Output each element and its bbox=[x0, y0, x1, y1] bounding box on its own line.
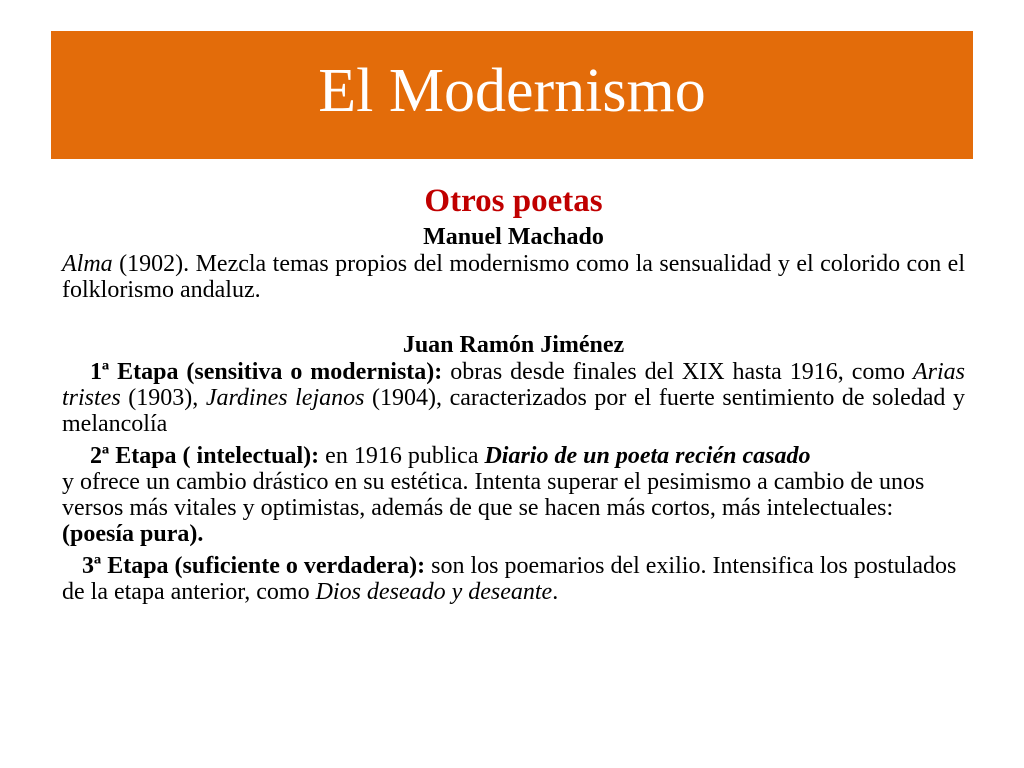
stage-3-paragraph bbox=[62, 553, 965, 605]
stage-1-label: 1ª Etapa (sensitiva o modernista): bbox=[90, 359, 443, 385]
stage-1-text-b: (1903), bbox=[120, 385, 206, 411]
stage-3-text-b: . bbox=[552, 579, 559, 605]
work-title-alma: Alma bbox=[62, 251, 113, 277]
stage-2-label: 2ª Etapa ( intelectual): bbox=[90, 443, 320, 469]
slide-subtitle: Otros poetas bbox=[424, 183, 603, 219]
slide-title: El Modernismo bbox=[318, 57, 706, 125]
poet-name-jimenez: Juan Ramón Jiménez bbox=[402, 332, 625, 358]
stage-2-paragraph bbox=[62, 443, 965, 547]
stage-3-label: 3ª Etapa (suficiente o verdadera): bbox=[82, 553, 426, 579]
work-title-jardines-lejanos: Jardines lejanos bbox=[205, 385, 365, 411]
stage-2-emphasis: (poesía pura). bbox=[62, 521, 204, 547]
slide-content bbox=[62, 179, 965, 605]
stage-1-text-a: obras desde finales del XIX hasta 1916, como bbox=[442, 359, 913, 385]
stage-1-paragraph bbox=[62, 359, 965, 437]
stage-2-text-b: y ofrece un cambio drástico en su estética. Intenta superar el pesimismo a cambio de unos versos más vitales y optimistas, además de que se hacen más cortos, más intelectuales: bbox=[62, 469, 925, 521]
work-title-arias-tristes: Arias tristes bbox=[62, 359, 965, 411]
stage-3-text-a: son los poemarios del exilio. Intensifica los postulados de la etapa anterior, como bbox=[62, 553, 957, 605]
work-title-dios-deseado: Dios deseado y deseante bbox=[315, 579, 553, 605]
machado-description: (1902). Mezcla temas propios del modernismo como la sensualidad y el colorido con el folklorismo andaluz. bbox=[62, 251, 965, 303]
work-title-diario: Diario de un poeta recién casado bbox=[484, 443, 811, 469]
stage-1-text-c: (1904), caracterizados por el fuerte sentimiento de soledad y melancolía bbox=[62, 385, 965, 437]
title-bar bbox=[51, 31, 973, 159]
machado-paragraph bbox=[62, 251, 965, 303]
stage-2-text-a: en 1916 publica bbox=[319, 443, 485, 469]
poet-name-machado: Manuel Machado bbox=[423, 224, 604, 250]
